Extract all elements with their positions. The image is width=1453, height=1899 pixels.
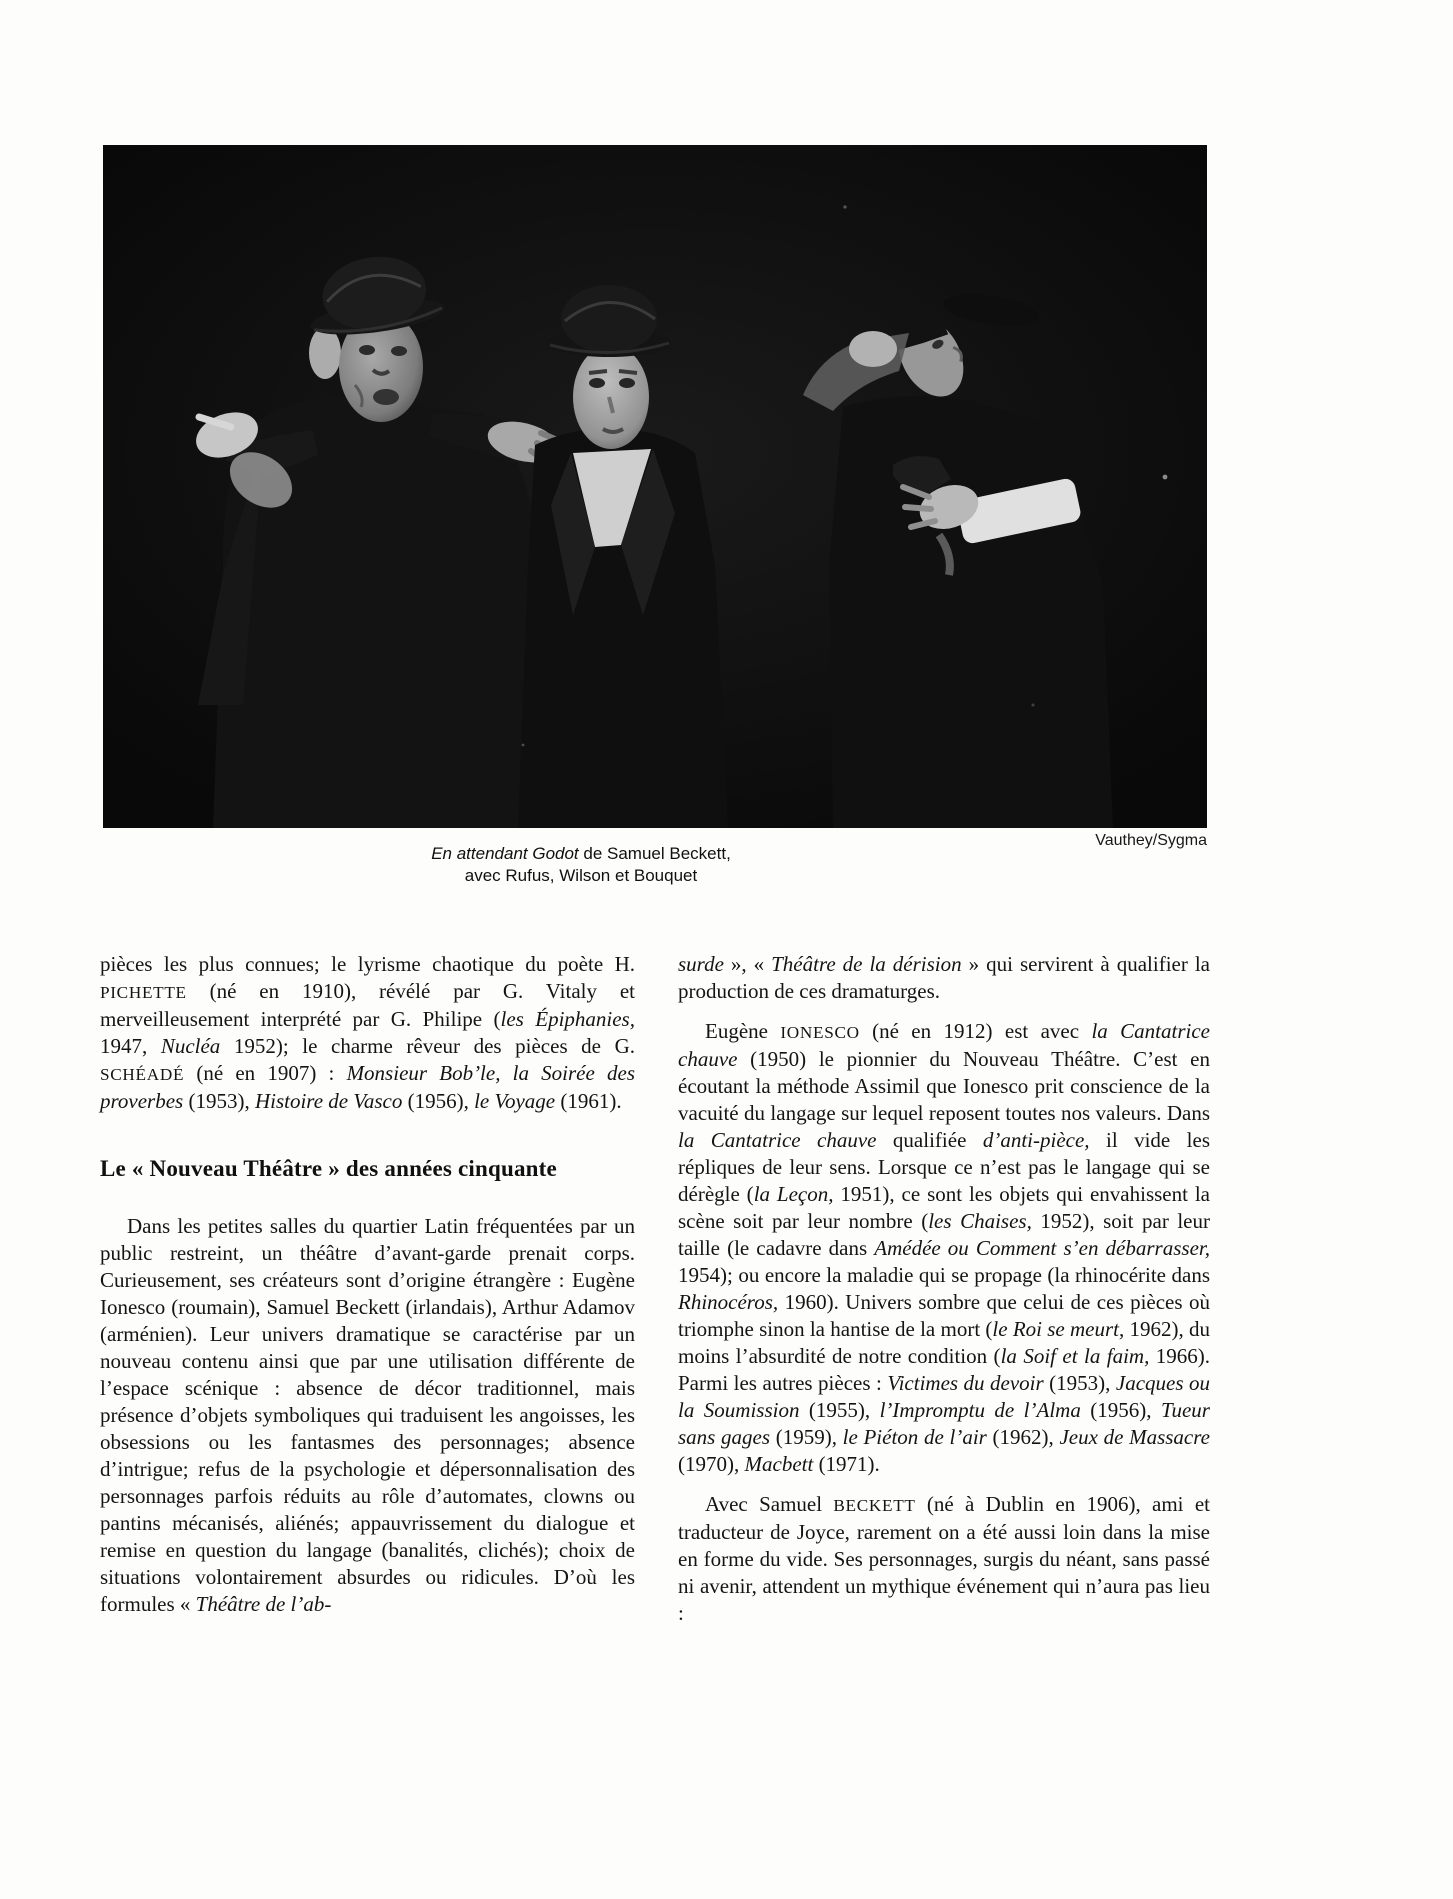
text-run: le Piéton de l’air [842,1425,987,1449]
text-run: Eugène [705,1019,781,1043]
column-left [100,951,635,1627]
text-run: IONESCO [780,1023,860,1042]
text-run: 1954); ou encore la maladie qui se propage (la rhinocérite dans [678,1263,1210,1287]
text-run: (né à Dublin en 1906), ami et traducteur de Joyce, rarement on a été aussi loin dans la mise en forme du vide. Ses personnages, surgis du néant, sans passé ni avenir, attendent un mythique événement qui n’aura pas lieu : [678,1492,1210,1625]
text-run: la Cantatrice chauve [678,1128,877,1152]
text-run: 1952); le charme rêveur des pièces de G. [220,1034,635,1058]
text-run: Jacques ou la Soumission [678,1371,1211,1422]
body-paragraph [678,951,1210,1005]
text-run: (1950) le pionnier du Nouveau Théâtre. C’est en écoutant la méthode Assimil que Ionesco prit conscience de la vacuité du langage sur lequel reposent toutes nos valeurs. Dans [678,1047,1210,1125]
text-run: Le « Nouveau Théâtre » des années cinquante [100,1156,557,1181]
text-run: de Samuel Beckett, [578,844,731,863]
text-run: (né en 1912) est avec [859,1019,1092,1043]
text-run: (1970), [678,1452,745,1476]
text-run: (1971). [813,1452,880,1476]
text-run: 1952), soit par leur taille (le cadavre dans [678,1209,1210,1260]
column-right [678,951,1210,1627]
text-run: PICHETTE [100,983,187,1002]
text-run: la Leçon, [753,1182,834,1206]
text-columns [100,951,1210,1627]
text-run: Avec Samuel [705,1492,834,1516]
text-run: surde [678,952,724,976]
photo-credit: Vauthey/Sygma [1095,832,1207,849]
text-run: Victimes du devoir [887,1371,1044,1395]
text-run: SCHÉADÉ [100,1065,185,1084]
text-run: (1953), [1043,1371,1116,1395]
text-run: », « [723,952,772,976]
text-run: Rhinocéros, [678,1290,779,1314]
text-run: d’anti-pièce, [982,1128,1090,1152]
text-run: (1959), [770,1425,843,1449]
photo-caption [331,843,831,887]
text-run: le Roi se meurt, [992,1317,1125,1341]
text-run: Macbett [744,1452,814,1476]
text-run: Histoire de Vasco [254,1089,403,1113]
body-paragraph [100,951,635,1115]
text-run: (1961). [555,1089,622,1113]
right-actor-fist [849,331,897,367]
body-paragraph [678,1018,1210,1478]
section-heading [100,1155,635,1183]
text-run: 1960). Univers sombre que celui de ces pièces où triomphe sinon la hantise de la mort ( [678,1290,1210,1341]
text-run: il vide les répliques de leur sens. Lorsque ce n’est pas le langage qui se dérègle ( [678,1128,1211,1206]
text-run: la Soif et la faim, [1000,1344,1150,1368]
text-run: Monsieur Bob’le, la Soirée des proverbes [100,1061,636,1113]
text-run: Théâtre de l’ab- [195,1592,332,1616]
text-run: 1962), du moins l’absurdité de notre condition ( [678,1317,1210,1368]
text-run: (1956), [402,1089,475,1113]
text-run: Tueur sans gages [678,1398,1210,1449]
text-run: Amédée ou Comment s’en débarrasser, [874,1236,1210,1260]
text-run: le Voyage [474,1089,556,1113]
text-run: (1962), [986,1425,1060,1449]
text-run: 1966). Parmi les autres pièces : [678,1344,1211,1395]
text-run: la Cantatrice chauve [678,1019,1210,1071]
text-run: Théâtre de la dérision [771,952,962,976]
text-run: (né en 1910), révélé par G. Vitaly et merveilleusement interprété par G. Philipe ( [100,979,635,1031]
photo-caption-line-1 [331,843,831,865]
text-run: (né en 1907) : [184,1061,347,1085]
godot-photo-art [103,145,1207,828]
text-run: En attendant Godot [431,844,579,863]
text-run: 1947, [100,1034,161,1058]
body-paragraph [100,1213,635,1618]
text-run: Nucléa [160,1034,221,1058]
text-run: (1955), [799,1398,880,1422]
text-run: qualifiée [876,1128,983,1152]
text-run: (1953), [183,1089,255,1113]
text-run: les Chaises, [928,1209,1032,1233]
text-run: l’Impromptu de l’Alma [879,1398,1081,1422]
text-run: BECKETT [833,1496,916,1515]
body-paragraph [678,1491,1210,1627]
text-run: » qui servirent à qualifier la production de ces dramaturges. [678,952,1210,1003]
text-run: Dans les petites salles du quartier Latin fréquentées par un public restreint, un théâtre d’avant-garde prenait corps. Curieusement, ses créateurs sont d’origine étrangère : Eugène Ionesco (roumain), Samuel Beckett (irlandais), Arthur Adamov (arménien). Leur univers dramatique se caractérise par un nouveau contenu ainsi que par une utilisation différente de l’espace scénique : absence de décor traditionnel, mais présence d’objets symboliques qui traduisent les angoisses, les obsessions ou les fantasmes des personnages; absence d’intrigue; refus de la psychologie et dépersonnalisation des personnages parfois réduits au rôle d’automates, clowns ou pantins mécanisés, aliénés; appauvrissement du dialogue et remise en question du langage (banalités, clichés); choix de situations volontairement absurdes ou ridicules. D’où les formules « [100,1214,635,1616]
photo-caption-line-2: avec Rufus, Wilson et Bouquet [464,866,698,885]
text-run: pièces les plus connues; le lyrisme chaotique du poète H. [100,952,635,976]
text-run: (1956), [1080,1398,1161,1422]
text-run: 1951), ce sont les objets qui envahissent la scène soit par leur nombre ( [678,1182,1210,1233]
text-run: Jeux de Massacre [1059,1425,1210,1449]
white-hair-tuft [309,327,341,379]
text-run: les Épiphanies, [500,1007,635,1031]
godot-photo [103,145,1207,828]
